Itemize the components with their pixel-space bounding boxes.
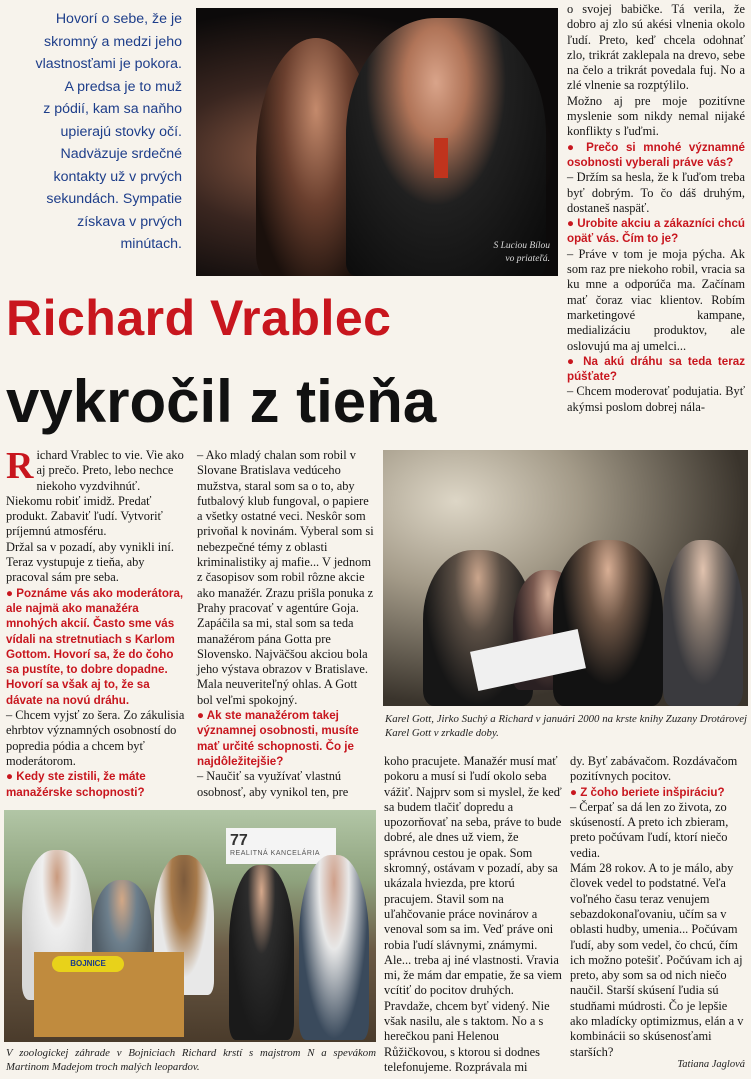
question: ● Poznáme vás ako moderátora, ale najmä ako manažéra mnohých akcií. Často sme vás vídali na stretnutiach s Karlom Gottom. Hovorí sa, že do čoho sa pustíte, to dobre dopadne. Hovorí sa však aj to, že sa dávate na novú dráhu. <box>6 586 184 707</box>
person-figure <box>553 540 663 706</box>
intro-line: vlastnosťami je pokora. <box>35 56 182 72</box>
question: ● Kedy ste zistili, že máte manažérske schopnosti? <box>6 770 146 799</box>
right-column <box>567 2 745 415</box>
article-column-3 <box>384 754 562 1075</box>
paragraph: dy. Byť zabávačom. Rozdávačom pozitívnych pocitov. <box>570 754 738 784</box>
paragraph: Držal sa v pozadí, aby vynikli iní. Teraz vystupuje z tieňa, aby pracoval sám pre seba. <box>6 539 174 585</box>
person-figure <box>229 865 294 1040</box>
answer: – Čerpať sa dá len zo života, zo skúseností. A preto ich zbieram, preto počúvam ľudí, ktorí niečo vedia. <box>570 799 729 860</box>
paragraph: koho pracujete. Manažér musí mať pokoru a musí si ľudí okolo seba vážiť. Najprv som si myslel, že keď sa budem tlačiť dopredu a upozorňovať na seba, práve to bude dobré, ale dnes už viem, že správnou cestou je opak. Som skromný, ostávam v pozadí, aby sa ukázala hviezda, pre ktorú pracujem. Stavil som na uľahčovanie práce novinárov a venoval som sa im. Veď práve oni robia ľudí slávnymi, známymi. Ale... treba aj iné vlastnosti. Vravia mi, že mám dar empatie, že sa viem vcítiť do pocitov druhých. Pravdaže, chcem byť videný. Nie však nasilu, ale s taktom. No a s herečkou pani Helenou Růžičkovou, s ktorou si dodnes telefonujeme. Rozprávala mi <box>384 754 562 1074</box>
intro-line: Nadväzuje srdečné <box>60 146 182 162</box>
intro-line: získava v prvých <box>77 213 182 230</box>
photo-caption <box>494 240 550 266</box>
article-column-2 <box>197 448 375 800</box>
couple-photo <box>196 8 558 276</box>
intro-line: sekundách. Sympatie <box>46 191 182 207</box>
person-figure <box>299 855 369 1040</box>
photo-caption: V zoologickej záhrade v Bojniciach Richard krstí s majstrom N a spevákom Martinom Madejom troch malých leopardov. <box>6 1047 376 1073</box>
answer: – Práve v tom je moja pýcha. Ak som raz pre niekoho robil, vracia sa ku mne a odporúča ma. Začínam mať čoraz viac klientov. Robím marketingové kampane, medializáciu produktov, ale oslovujú ma aj umelci... <box>567 246 745 353</box>
intro-text <box>24 8 182 256</box>
intro-line: Hovorí o sebe, že je <box>55 11 182 27</box>
answer: – Naučiť sa využívať vlastnú osobnosť, aby vynikol ten, pre <box>197 769 349 799</box>
sign-number: 77 <box>230 832 248 849</box>
headline-line2: vykročil z tieňa <box>6 368 437 435</box>
tie-shape <box>434 138 448 178</box>
question: ● Na akú dráhu sa teda teraz púšťate? <box>567 354 745 384</box>
question: ● Prečo si mnohé významné osobnosti vyberali práve vás? <box>567 140 745 169</box>
answer: – Chcem moderovať podujatia. Byť akýmsi poslom dobrej nála- <box>567 384 745 414</box>
question: ● Ak ste manažérom takej významnej osobnosti, musíte mať určité schopnosti. Čo je najdôležitejšie? <box>197 709 359 768</box>
photo-caption-line: vo priateľá. <box>505 254 550 264</box>
paragraph: Mám 28 rokov. A to je málo, aby človek vedel to podstatné. Veľa voľného času teraz venujem sebazdokonaľovaniu, učím sa v oblasti hudby, umenia... Počúvam ľudí, aby som vedel, čo chcú, čím ich možno potešiť. Počúvam ich aj preto, aby som sa od nich niečo naučil. Starší skúsení ľudia sú studňami múdrosti. Čo je lepšie ako mladícky optimizmus, elán a v kombinácii so skúsenosťami starších? <box>570 861 744 1059</box>
lead-paragraph <box>6 445 189 540</box>
intro-line: minútach. <box>120 236 182 252</box>
zoo-photo <box>4 810 376 1042</box>
person-figure <box>663 540 743 706</box>
headline-line1: Richard Vrablec <box>6 290 392 346</box>
question: ● Z čoho beriete inšpiráciu? <box>570 785 725 799</box>
paragraph: – Ako mladý chalan som robil v Slovane Bratislava vedúceho mužstva, staral som sa o to, aby futbalový klub fungoval, o papiere a všetky ostatné veci. Neskôr som privoňal k novinám. Vyberal som si nebezpečné témy z oblasti kriminalistiky aj mafie... V jednom z časopisov som robil rôzne akcie ako manažér. Zrazu prišla ponuka z Prahy pracovať v agentúre Goja. Zapáčila sa mi, stal som sa teda manažérom pána Gotta pre Slovensko. Najväčšou akciou bola jeho výstava obrazov v Bratislave. Mala neuveriteľný ohlas. A Gott bol veľmi spokojný. <box>197 448 374 707</box>
book-launch-photo <box>383 450 748 706</box>
intro-line: skromný a medzi jeho <box>44 33 182 50</box>
question: ● Urobite akciu a zákazníci chcú opäť vás. Čím to je? <box>567 217 745 246</box>
article-column-1 <box>6 445 189 800</box>
crate-label <box>52 956 124 972</box>
crate-label-text: BOJNICE <box>70 959 106 968</box>
intro-line: kontakty už v prvých <box>53 168 182 185</box>
intro-line: z pódií, kam sa naňho <box>43 101 182 117</box>
paragraph: Možno aj pre moje pozitívne myslenie som nikdy nemal nijaké konflikty s ľuďmi. <box>567 93 745 139</box>
photo-caption-line: S Luciou Bílou <box>493 241 550 251</box>
paragraph: o svojej babičke. Tá verila, že dobro aj zlo sú akési vlnenia okolo ľudí. Preto, keď chcela odohnať zlo, trikrát zaklepala na drevo, sebe na čelo a trikrát povedala fuj. No a zlé vlnenie sa rozptýlilo. <box>567 2 745 93</box>
answer: – Chcem vyjsť zo šera. Zo zákulisia ehrbtov významných osobností do popredia pódia a chcem byť moderátorom. <box>6 708 185 768</box>
lead-text: ichard Vrablec to vie. Vie ako aj prečo. Preto, lebo nechce niekoho vyzdvihnúť. Niekomu robiť imidž. Predať produkt. Zabaviť ľudí. Vytvoriť príjemnú atmosféru. <box>6 448 184 539</box>
intro-line: upierajú stovky očí. <box>60 123 182 140</box>
author-credit: Tatiana Jaglová <box>677 1059 745 1070</box>
article-column-4 <box>570 754 746 1060</box>
sign-text: REALITNÁ KANCELÁRIA <box>230 850 321 857</box>
drop-cap: R <box>6 445 34 487</box>
answer: – Držím sa hesla, že k ľuďom treba byť dobrým. To čo dáš druhým, dostaneš naspäť. <box>567 170 745 215</box>
photo-caption: Karel Gott, Jirko Suchý a Richard v januári 2000 na krste knihy Zuzany Drotárovej Karel Gott v zrkadle doby. <box>385 713 747 739</box>
intro-line: A predsa je to muž <box>64 78 182 95</box>
